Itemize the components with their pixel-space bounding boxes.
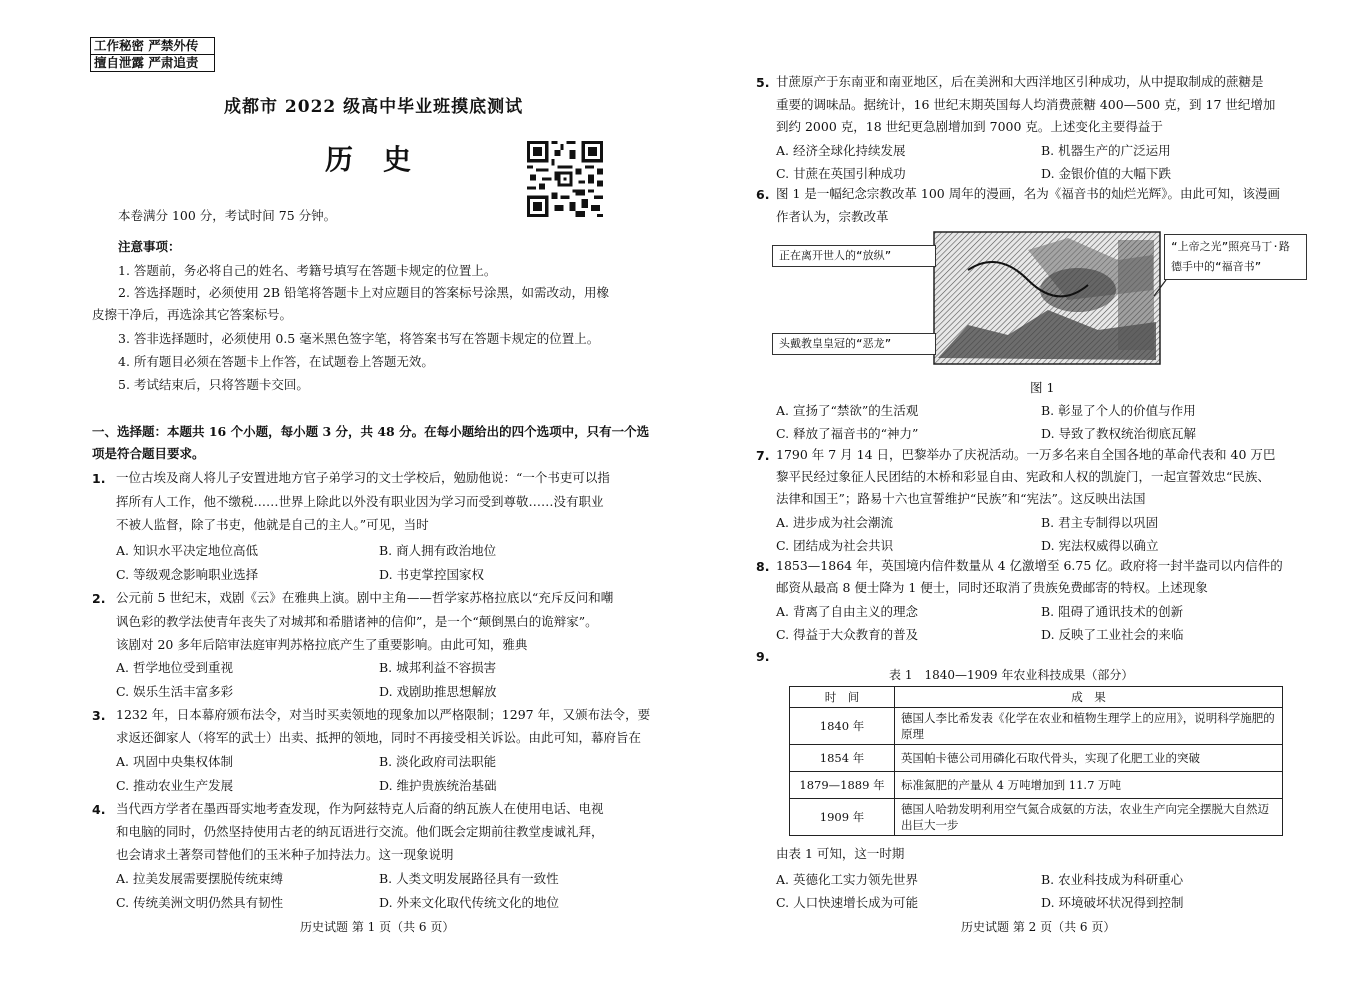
table-cell-result: 标准氮肥的产量从 4 万吨增加到 11.7 万吨: [895, 772, 1283, 799]
table-header: 成 果: [895, 687, 1283, 708]
question-text: 也会请求土著祭司替他们的玉米种子加持法力。这一现象说明: [116, 847, 454, 862]
question-text: 1232 年，日本幕府颁布法令，对当时买卖领地的现象加以严格限制；1297 年，又颁布法令，要: [116, 707, 651, 722]
option-c[interactable]: C. 人口快速增长成为可能: [776, 895, 919, 910]
note-item: 2. 答选择题时，必须使用 2B 铅笔将答题卡上对应题目的答案标号涂黑，如需改动，用橡: [118, 285, 609, 300]
option-d[interactable]: D. 反映了工业社会的来临: [1041, 627, 1184, 642]
option-a[interactable]: A. 巩固中央集权体制: [116, 754, 233, 769]
option-b[interactable]: B. 彰显了个人的价值与作用: [1041, 403, 1196, 418]
question-number: 8.: [756, 559, 770, 574]
question-text: 该剧对 20 多年后陪审法庭审判苏格拉底产生了重要影响。由此可知，雅典: [116, 637, 528, 652]
callout-indulgence: 正在离开世人的“放纵”: [772, 245, 936, 267]
table-header-row: [790, 687, 1283, 708]
page-footer: 历史试题 第 2 页（共 6 页）: [961, 920, 1116, 934]
option-d[interactable]: D. 金银价值的大幅下跌: [1041, 166, 1172, 181]
question-text: 讽色彩的教学法使青年丧失了对城邦和希腊诸神的信仰”，是一个“颠倒黑白的诡辩家”。: [116, 614, 598, 629]
option-b[interactable]: B. 淡化政府司法职能: [379, 754, 497, 769]
exam-title: 成都市 2022 级高中毕业班摸底测试: [224, 97, 524, 117]
question-number: 2.: [92, 591, 106, 606]
callout-gospel-light: “上帝之光”照亮马丁·路德手中的“福音书”: [1164, 234, 1307, 280]
option-a[interactable]: A. 经济全球化持续发展: [776, 143, 906, 158]
option-c[interactable]: C. 甘蔗在英国引种成功: [776, 166, 906, 181]
question-number: 5.: [756, 75, 770, 90]
stamp-line-2: 擅自泄露 严肃追责: [91, 54, 214, 71]
question-text: 和电脑的同时，仍然坚持使用古老的纳瓦语进行交流。他们既会定期前往教堂虔诚礼拜，: [116, 824, 604, 839]
option-b[interactable]: B. 机器生产的广泛运用: [1041, 143, 1171, 158]
question-text: 当代西方学者在墨西哥实地考查发现，作为阿兹特克人后裔的纳瓦族人在使用电话、电视: [116, 801, 604, 816]
table-cell-result: 德国人哈勃发明利用空气氮合成氨的方法，农业生产向完全摆脱大自然迈出巨大一步: [895, 799, 1283, 836]
option-b[interactable]: B. 人类文明发展路径具有一致性: [379, 871, 559, 886]
question-number: 6.: [756, 187, 770, 202]
question-text: 由表 1 可知，这一时期: [776, 846, 905, 861]
question-number: 7.: [756, 448, 770, 463]
question-text: 到约 2000 克，18 世纪更急剧增加到 7000 克。上述变化主要得益于: [776, 119, 1163, 134]
qr-code-icon: [527, 141, 603, 217]
question-number: 3.: [92, 708, 106, 723]
note-item: 皮擦干净后，再选涂其它答案标号。: [92, 307, 293, 322]
table-row: [790, 745, 1283, 772]
table-row: [790, 772, 1283, 799]
question-text: 作者认为，宗教改革: [776, 209, 889, 224]
question-text: 法律和国王”；路易十六也宣誓维护“民族”和“宪法”。这反映出法国: [776, 491, 1146, 506]
table-cell-time: 1909 年: [790, 799, 895, 836]
question-number: 1.: [92, 471, 106, 486]
option-c[interactable]: C. 释放了福音书的“神力”: [776, 426, 919, 441]
option-a[interactable]: A. 宣扬了“禁欲”的生活观: [776, 403, 919, 418]
option-d[interactable]: D. 维护贵族统治基础: [379, 778, 497, 793]
table-cell-result: 英国帕卡德公司用磷化石取代骨头，实现了化肥工业的突破: [895, 745, 1283, 772]
option-d[interactable]: D. 环境破坏状况得到控制: [1041, 895, 1184, 910]
option-d[interactable]: D. 导致了教权统治彻底瓦解: [1041, 426, 1197, 441]
question-text: 甘蔗原产于东南亚和南亚地区，后在美洲和大西洋地区引种成功，从中提取制成的蔗糖是: [776, 74, 1264, 89]
figure-1-cartoon: [768, 230, 1315, 372]
option-a[interactable]: A. 背离了自由主义的理念: [776, 604, 918, 619]
table-cell-time: 1879—1889 年: [790, 772, 895, 799]
question-text: 黎平民经过象征人民团结的木桥和彩显自由、宪政和人权的凯旋门，一起宣誓效忠“民族、: [776, 469, 1270, 484]
stamp-line-1: 工作秘密 严禁外传: [94, 38, 199, 53]
table-row: [790, 708, 1283, 745]
question-text: 不被人监督，除了书吏，他就是自己的主人。”可见，当时: [116, 517, 429, 532]
table-row: [790, 799, 1283, 836]
option-b[interactable]: B. 城邦利益不容损害: [379, 660, 497, 675]
exam-intro: 本卷满分 100 分，考试时间 75 分钟。: [118, 208, 337, 223]
question-text: 1853—1864 年，英国境内信件数量从 4 亿激增至 6.75 亿。政府将一封半盎司以内信件的: [776, 558, 1283, 573]
option-d[interactable]: D. 书吏掌控国家权: [379, 567, 485, 582]
notes-heading: 注意事项：: [118, 239, 181, 254]
table-cell-time: 1854 年: [790, 745, 895, 772]
note-item: 5. 考试结束后，只将答题卡交回。: [118, 377, 309, 392]
table-caption: 表 1 1840—1909 年农业科技成果（部分）: [889, 668, 1134, 682]
question-text: 一位古埃及商人将儿子安置进地方官子弟学习的文士学校后，勉励他说：“一个书吏可以指: [116, 470, 610, 485]
note-item: 1. 答题前，务必将自己的姓名、考籍号填写在答题卡规定的位置上。: [118, 263, 497, 278]
option-b[interactable]: B. 阻碍了通讯技术的创新: [1041, 604, 1184, 619]
page-1: [0, 0, 683, 984]
section-heading: 一、选择题：本题共 16 个小题，每小题 3 分，共 48 分。在每小题给出的四个选项中，只有一个选: [92, 424, 650, 439]
option-b[interactable]: B. 君主专制得以巩固: [1041, 515, 1159, 530]
subject-title: 历史: [325, 143, 442, 176]
option-d[interactable]: D. 戏剧助推思想解放: [379, 684, 497, 699]
option-a[interactable]: A. 知识水平决定地位高低: [116, 543, 258, 558]
question-text: 挥所有人工作，他不缴税……世界上除此以外没有职业因为学习而受到尊敬……没有职业: [116, 494, 604, 509]
question-text: 求返还御家人（将军的武士）出卖、抵押的领地，同时不再接受相关诉讼。由此可知，幕府旨在: [116, 730, 642, 745]
question-number: 4.: [92, 802, 106, 817]
option-a[interactable]: A. 英德化工实力领先世界: [776, 872, 918, 887]
page-footer: 历史试题 第 1 页（共 6 页）: [300, 920, 455, 934]
option-d[interactable]: D. 宪法权威得以确立: [1041, 538, 1159, 553]
table-cell-result: 德国人李比希发表《化学在农业和植物生理学上的应用》，说明科学施肥的原理: [895, 708, 1283, 745]
note-item: 3. 答非选择题时，必须使用 0.5 毫米黑色签字笔，将答案书写在答题卡规定的位置上。: [118, 331, 600, 346]
question-text: 1790 年 7 月 14 日，巴黎举办了庆祝活动。一万多名来自全国各地的革命代表和 40 万巴: [776, 447, 1276, 462]
table-header: 时 间: [790, 687, 895, 708]
option-a[interactable]: A. 拉美发展需要摆脱传统束缚: [116, 871, 283, 886]
option-c[interactable]: C. 推动农业生产发展: [116, 778, 234, 793]
question-number: 9.: [756, 649, 770, 664]
question-text: 重要的调味品。据统计，16 世纪末期英国每人均消费蔗糖 400—500 克，到 17 世纪增加: [776, 97, 1276, 112]
option-a[interactable]: A. 进步成为社会潮流: [776, 515, 893, 530]
confidential-stamp: [90, 37, 215, 72]
table-1: [789, 686, 1283, 836]
option-c[interactable]: C. 团结成为社会共识: [776, 538, 894, 553]
option-b[interactable]: B. 商人拥有政治地位: [379, 543, 497, 558]
option-c[interactable]: C. 得益于大众教育的普及: [776, 627, 919, 642]
question-text: 邮资从最高 8 便士降为 1 便士，同时还取消了贵族免费邮寄的特权。上述现象: [776, 580, 1208, 595]
option-c[interactable]: C. 娱乐生活丰富多彩: [116, 684, 234, 699]
option-d[interactable]: D. 外来文化取代传统文化的地位: [379, 895, 560, 910]
option-b[interactable]: B. 农业科技成为科研重心: [1041, 872, 1184, 887]
option-a[interactable]: A. 哲学地位受到重视: [116, 660, 233, 675]
question-text: 公元前 5 世纪末，戏剧《云》在雅典上演。剧中主角——哲学家苏格拉底以“充斥反问和嘲: [116, 590, 614, 605]
question-text: 图 1 是一幅纪念宗教改革 100 周年的漫画，名为《福音书的灿烂光辉》。由此可知，该漫画: [776, 186, 1280, 201]
note-item: 4. 所有题目必须在答题卡上作答，在试题卷上答题无效。: [118, 354, 434, 369]
callout-dragon: 头戴教皇皇冠的“恶龙”: [772, 333, 936, 355]
option-c[interactable]: C. 等级观念影响职业选择: [116, 567, 259, 582]
table-cell-time: 1840 年: [790, 708, 895, 745]
section-heading: 项是符合题目要求。: [92, 446, 205, 461]
option-c[interactable]: C. 传统美洲文明仍然具有韧性: [116, 895, 284, 910]
figure-label: 图 1: [1030, 380, 1055, 395]
